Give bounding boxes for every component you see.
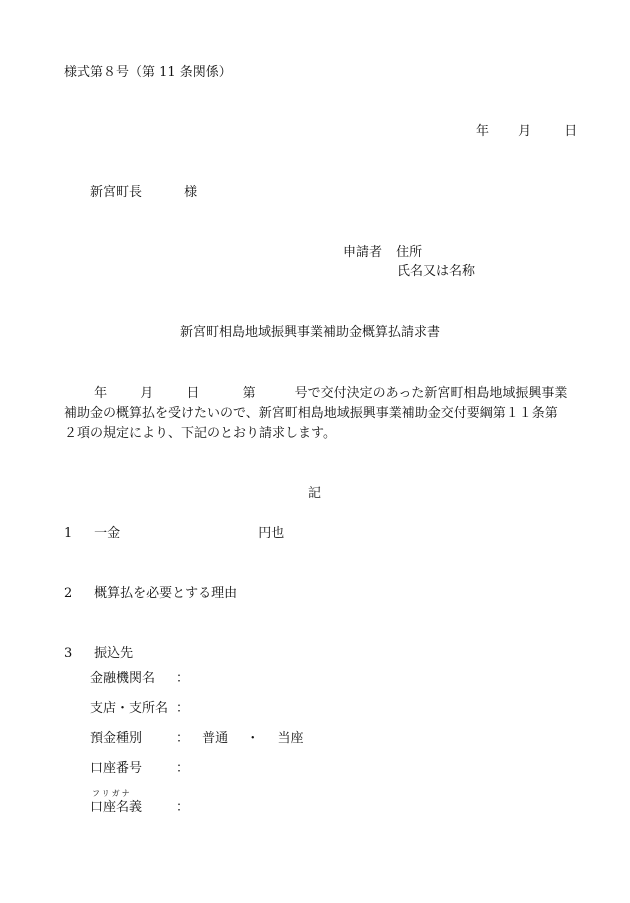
date-year: 年 xyxy=(476,124,490,139)
addressee-name: 新宮町長 xyxy=(90,185,143,200)
applicant-role: 申請者 xyxy=(343,245,383,260)
addressee xyxy=(90,186,197,199)
applicant-name-label: 氏名又は名称 xyxy=(397,264,476,279)
date-line xyxy=(476,125,577,138)
colon: ： xyxy=(176,761,190,776)
bank-type-option-ordinary: 普通 xyxy=(202,731,229,746)
item-label: 概算払を必要とする理由 xyxy=(94,586,238,601)
body-line-3: ２項の規定により、下記のとおり請求します。 xyxy=(64,426,336,441)
body-number-prefix: 第 xyxy=(242,386,256,401)
date-month: 月 xyxy=(518,124,532,139)
bank-account-name-row xyxy=(90,801,198,814)
bank-institution-label: 金融機関名 xyxy=(90,671,156,686)
date-day: 日 xyxy=(564,124,578,139)
item-label: 一金 xyxy=(94,526,121,541)
colon: ： xyxy=(176,701,190,716)
colon: ： xyxy=(176,731,190,746)
body-text xyxy=(64,384,567,444)
item-reason xyxy=(64,587,237,600)
document-title: 新宮町相島地域振興事業補助金概算払請求書 xyxy=(180,325,441,340)
ki-heading: 記 xyxy=(308,486,322,501)
bank-type-label: 預金種別 xyxy=(90,731,143,746)
applicant-address-label: 住所 xyxy=(396,245,423,260)
item-number: 2 xyxy=(64,586,73,601)
bank-account-name-label: 口座名義 xyxy=(90,800,143,815)
body-day: 日 xyxy=(186,386,200,401)
bank-type-row xyxy=(90,732,303,745)
body-year: 年 xyxy=(94,386,108,401)
account-name-ruby: フリガナ xyxy=(92,789,132,798)
applicant-block xyxy=(343,246,475,278)
bank-branch-row xyxy=(90,702,198,715)
colon: ： xyxy=(176,671,190,686)
bank-account-number-row xyxy=(90,762,198,775)
item-amount-suffix: 円也 xyxy=(258,526,285,541)
bank-type-option-current: 当座 xyxy=(277,731,304,746)
addressee-honorific: 様 xyxy=(184,185,198,200)
item-transfer xyxy=(64,647,133,660)
body-line-2: 補助金の概算払を受けたいので、新宮町相島地域振興事業補助金交付要綱第１１条第 xyxy=(64,406,558,421)
bank-account-number-label: 口座番号 xyxy=(90,761,143,776)
item-amount xyxy=(64,527,284,540)
body-line-1 xyxy=(64,384,567,404)
colon: ： xyxy=(176,800,190,815)
item-number: 1 xyxy=(64,526,73,541)
bank-branch-label: 支店・支所名 xyxy=(90,701,169,716)
item-label: 振込先 xyxy=(94,646,134,661)
item-number: 3 xyxy=(64,646,73,661)
bank-type-separator: ・ xyxy=(246,731,260,746)
body-month: 月 xyxy=(140,386,154,401)
body-number-suffix: 号で交付決定のあった新宮町相島地域振興事業 xyxy=(294,386,568,401)
bank-institution-row xyxy=(90,672,198,685)
form-number: 様式第８号（第 11 条関係） xyxy=(64,65,232,80)
